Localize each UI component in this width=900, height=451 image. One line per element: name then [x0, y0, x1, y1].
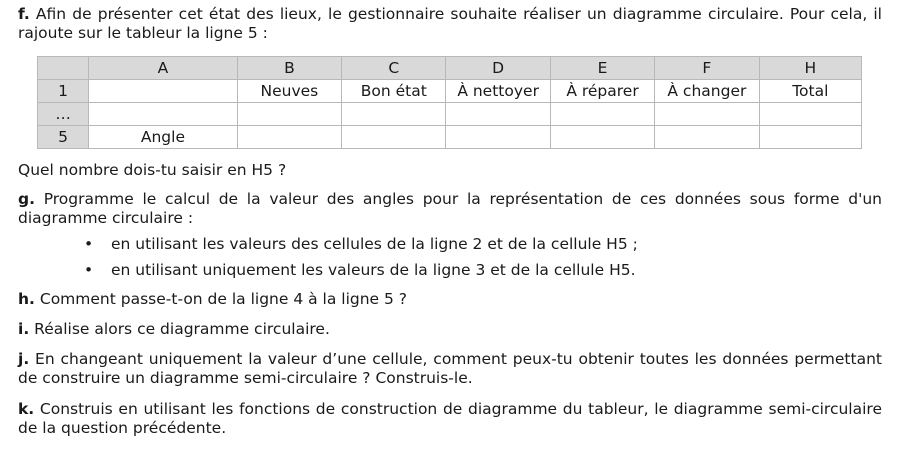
column-header-b: B — [237, 57, 341, 80]
list-item — [84, 261, 882, 280]
cell-d1: À nettoyer — [446, 80, 550, 103]
cell-f-ellipsis — [655, 103, 759, 126]
column-header-d: D — [446, 57, 550, 80]
cell-h1: Total — [759, 80, 861, 103]
bullet-text: en utilisant uniquement les valeurs de la ligne 3 et de la cellule H5. — [111, 261, 636, 279]
question-f — [18, 5, 882, 43]
question-f-label: f. — [18, 5, 30, 23]
row-header-1: 1 — [38, 80, 89, 103]
question-f-text: Afin de présenter cet état des lieux, le gestionnaire souhaite réaliser un diagramme circulaire. Pour cela, il rajoute sur le tableur la ligne 5 : — [18, 5, 882, 42]
column-header-h: H — [759, 57, 861, 80]
question-j-label: j. — [18, 350, 30, 368]
cell-a5: Angle — [89, 126, 238, 149]
question-i-label: i. — [18, 320, 30, 338]
question-i-text: Réalise alors ce diagramme circulaire. — [34, 320, 330, 338]
cell-b1: Neuves — [237, 80, 341, 103]
cell-a-ellipsis — [89, 103, 238, 126]
cell-d5 — [446, 126, 550, 149]
cell-c5 — [342, 126, 446, 149]
cell-f5 — [655, 126, 759, 149]
sheet-row-ellipsis — [38, 103, 862, 126]
cell-a1 — [89, 80, 238, 103]
cell-c-ellipsis — [342, 103, 446, 126]
column-header-f: F — [655, 57, 759, 80]
question-g — [18, 190, 882, 228]
sheet-row-5 — [38, 126, 862, 149]
question-h-text: Comment passe-t-on de la ligne 4 à la ligne 5 ? — [39, 290, 408, 308]
column-header-row — [38, 57, 862, 80]
cell-h-ellipsis — [759, 103, 861, 126]
cell-b5 — [237, 126, 341, 149]
cell-h5 — [759, 126, 861, 149]
column-header-c: C — [342, 57, 446, 80]
corner-cell — [38, 57, 89, 80]
column-header-e: E — [550, 57, 654, 80]
list-item — [84, 235, 882, 254]
question-k-label: k. — [18, 400, 35, 418]
cell-b-ellipsis — [237, 103, 341, 126]
row-header-5: 5 — [38, 126, 89, 149]
cell-f1: À changer — [655, 80, 759, 103]
cell-d-ellipsis — [446, 103, 550, 126]
question-h-label: h. — [18, 290, 35, 308]
row-header-ellipsis: … — [38, 103, 89, 126]
cell-e5 — [550, 126, 654, 149]
bullet-text: en utilisant les valeurs des cellules de la ligne 2 et de la cellule H5 ; — [111, 235, 638, 253]
question-f-prompt: Quel nombre dois-tu saisir en H5 ? — [18, 161, 287, 179]
question-i — [18, 320, 882, 339]
question-k-text: Construis en utilisant les fonctions de construction de diagramme du tableur, le diagramme semi-circulaire de la question précédente. — [18, 400, 882, 437]
cell-e1: À réparer — [550, 80, 654, 103]
question-h — [18, 290, 882, 309]
question-g-bullet-list — [18, 235, 882, 280]
cell-e-ellipsis — [550, 103, 654, 126]
bullet-icon: • — [84, 235, 94, 253]
question-g-label: g. — [18, 190, 35, 208]
question-k — [18, 400, 882, 438]
question-j-text: En changeant uniquement la valeur d’une cellule, comment peux-tu obtenir toutes les données permettant de construire un diagramme semi-circulaire ? Construis-le. — [18, 350, 882, 387]
column-header-a: A — [89, 57, 238, 80]
spreadsheet-table — [37, 56, 862, 149]
sheet-row-1 — [38, 80, 862, 103]
cell-c1: Bon état — [342, 80, 446, 103]
question-j — [18, 350, 882, 388]
bullet-icon: • — [84, 261, 94, 279]
question-g-text: Programme le calcul de la valeur des angles pour la représentation de ces données sous forme d'un diagramme circulaire : — [18, 190, 882, 227]
